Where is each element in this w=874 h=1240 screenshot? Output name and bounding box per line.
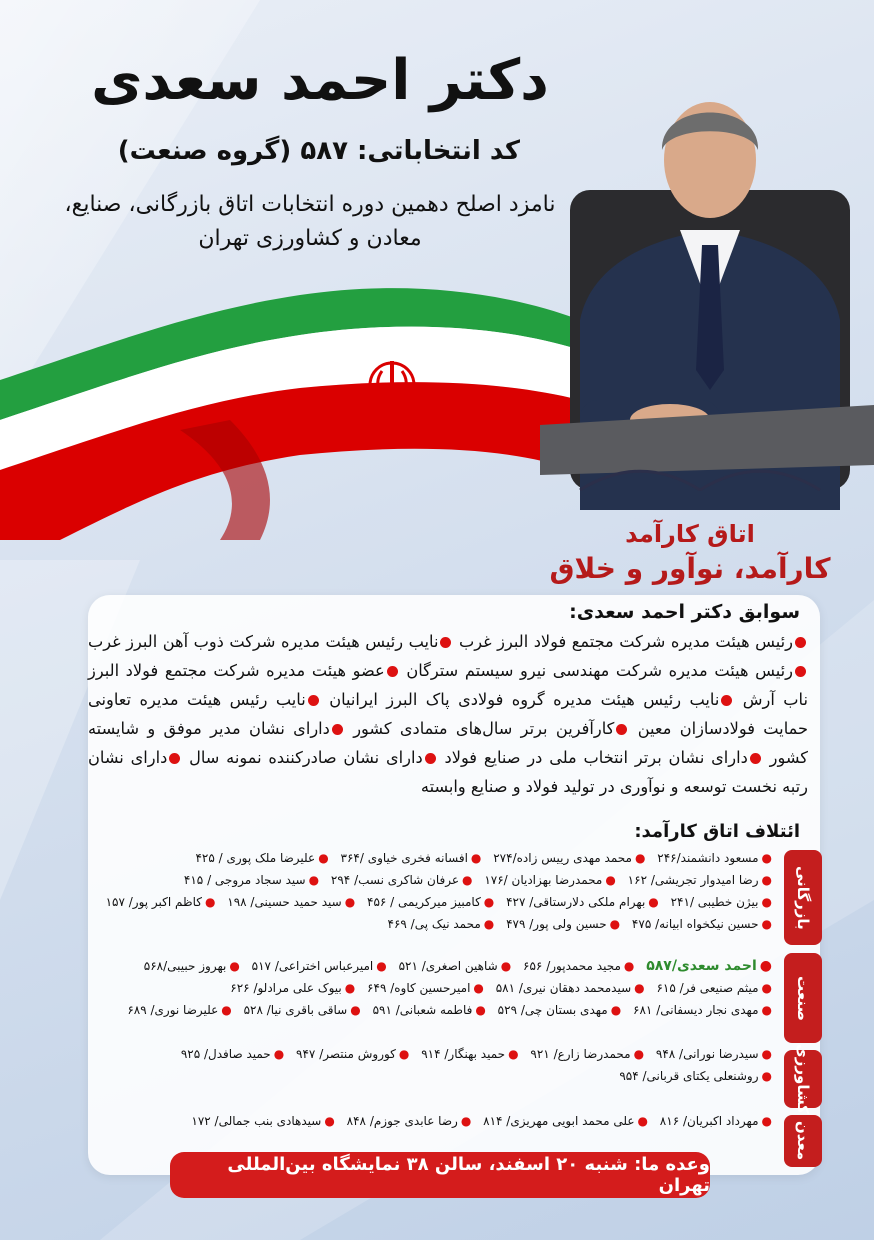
bullet-icon <box>332 724 343 735</box>
list-item: ●بهروز حبیبی/۵۶۸ <box>143 959 240 973</box>
group-commerce-members <box>92 847 772 935</box>
list-item: ●سیدمحمد دهقان نیری/ ۵۸۱ <box>495 981 645 995</box>
group-agriculture-members <box>92 1043 772 1087</box>
list-item: ●محمدرضا بهزادیان /۱۷۶ <box>484 873 616 887</box>
group-mining-members <box>92 1110 772 1132</box>
records-list <box>88 627 808 801</box>
group-tab-industry <box>784 953 822 1043</box>
list-item: ●حمید بهنگار/ ۹۱۴ <box>421 1047 519 1061</box>
list-item: ●مهدی بستان چی/ ۵۲۹ <box>497 1003 622 1017</box>
list-item: ●مهدی نجار دیسفانی/ ۶۸۱ <box>633 1003 772 1017</box>
bullet-icon <box>616 724 627 735</box>
group-tab-agriculture <box>784 1044 822 1114</box>
list-item: ●علیرضا نوری/ ۶۸۹ <box>127 1003 232 1017</box>
list-item: ●عرفان شاکری نسب/ ۲۹۴ <box>330 873 473 887</box>
group-tab-mining <box>784 1115 822 1167</box>
list-item: ●مهرداد اکبریان/ ۸۱۶ <box>659 1114 772 1128</box>
group-label: معدن <box>794 1121 812 1161</box>
list-item: ●محمد نیک پی/ ۴۶۹ <box>387 917 495 931</box>
list-item: ●سیدهادی بنب جمالی/ ۱۷۲ <box>191 1114 335 1128</box>
bullet-icon <box>440 637 451 648</box>
coalition-title: ائتلاف اتاق کارآمد: <box>634 821 800 842</box>
group-tab-commerce <box>784 850 822 945</box>
list-item: ●سیدرضا نورانی/ ۹۴۸ <box>655 1047 772 1061</box>
list-item: ●میثم صنیعی فر/ ۶۱۵ <box>656 981 772 995</box>
group-label: کشاورزی <box>794 1044 812 1114</box>
election-code: کد انتخاباتی: ۵۸۷ (گروه صنعت) <box>117 136 520 166</box>
candidacy-statement: نامزد اصلح دهمین دوره انتخابات اتاق بازرگانی، صنایع، معادن و کشاورزی تهران <box>64 192 556 251</box>
info-card <box>88 595 820 1175</box>
bullet-icon <box>750 753 761 764</box>
list-item: ●فاطمه شعبانی/ ۵۹۱ <box>372 1003 486 1017</box>
list-item: کارآفرین برتر سال‌های متمادی کشور <box>353 719 615 738</box>
list-item-highlighted: ●احمد سعدی/۵۸۷ <box>646 958 772 974</box>
list-item: ●کامبیز میرکریمی / ۴۵۶ <box>367 895 495 909</box>
emblem-icon <box>370 361 414 407</box>
desk-ornament-icon <box>540 395 874 505</box>
list-item: ●رضا عابدی جوزم/ ۸۴۸ <box>346 1114 472 1128</box>
slogan-line-1: اتاق کارآمد <box>625 520 755 548</box>
list-item: ●شاهین اصغری/ ۵۲۱ <box>398 959 512 973</box>
list-item: ●افسانه فخری خیاوی /۳۶۴ <box>340 851 482 865</box>
list-item: ●علی محمد ابویی مهریزی/ ۸۱۴ <box>483 1114 648 1128</box>
list-item: ●محمدرضا زارع/ ۹۲۱ <box>530 1047 645 1061</box>
group-label: صنعت <box>794 975 812 1021</box>
group-industry-members <box>92 955 772 1021</box>
list-item: ●مسعود دانشمند/۲۴۶ <box>657 851 772 865</box>
list-item: نایب رئیس هیئت مدیره تعاونی حمایت فولادسازان معین <box>88 690 808 738</box>
list-item: رئیس هیئت مدیره شرکت مجتمع فولاد البرز غرب <box>458 632 793 651</box>
event-banner: وعده ما: شنبه ۲۰ اسفند، سالن ۳۸ نمایشگاه بین‌المللی تهران <box>170 1152 710 1198</box>
list-item: ●سید حمید حسینی/ ۱۹۸ <box>227 895 356 909</box>
list-item: ●کوروش منتصر/ ۹۴۷ <box>296 1047 410 1061</box>
list-item: ●مجید محمدپور/ ۶۵۶ <box>523 959 635 973</box>
list-item: ●حسین نیکخواه ابیانه/ ۴۷۵ <box>631 917 772 931</box>
list-item: ●بهرام ملکی دلارستاقی/ ۴۲۷ <box>506 895 659 909</box>
bullet-icon <box>795 637 806 648</box>
list-item: ●ساقی باقری نیا/ ۵۲۸ <box>243 1003 361 1017</box>
list-item: ●بیوک علی مرادلو/ ۶۲۶ <box>230 981 356 995</box>
list-item: ●کاظم اکبر پور/ ۱۵۷ <box>105 895 216 909</box>
list-item: ●حمید صافدل/ ۹۲۵ <box>180 1047 285 1061</box>
bullet-icon <box>425 753 436 764</box>
candidate-name: دکتر احمد سعدی <box>91 48 549 113</box>
list-item: ●علیرضا ملک پوری / ۴۲۵ <box>195 851 329 865</box>
bullet-icon <box>308 695 319 706</box>
list-item: ●محمد مهدی رییس زاده/۲۷۴ <box>493 851 646 865</box>
records-title: سوابق دکتر احمد سعدی: <box>569 601 800 623</box>
list-item: دارای نشان مدیر موفق و شایسته کشور <box>88 719 808 767</box>
list-item: دارای نشان صادرکننده نمونه سال <box>189 748 423 767</box>
group-label: بازرگانی <box>794 865 812 930</box>
list-item: ●رضا امیدوار تجریشی/ ۱۶۲ <box>627 873 772 887</box>
list-item: نایب رئیس هیئت مدیره گروه فولادی پاک البرز ایرانیان <box>329 690 720 709</box>
bullet-icon <box>795 666 806 677</box>
list-item: رئیس هیئت مدیره شرکت مهندسی نیرو سیستم سترگان <box>406 661 793 680</box>
list-item: دارای نشان برتر انتخاب ملی در صنایع فولاد <box>444 748 748 767</box>
list-item: ●حسین ولی پور/ ۴۷۹ <box>506 917 621 931</box>
list-item: دارای نشان رتبه نخست توسعه و نوآوری در تولید فولاد و صنایع وابسته <box>88 748 808 796</box>
bullet-icon <box>169 753 180 764</box>
list-item: ●امیرحسین کاوه/ ۶۴۹ <box>367 981 484 995</box>
list-item: ●روشنعلی یکتای قربانی/ ۹۵۴ <box>619 1069 772 1083</box>
list-item: عضو هیئت مدیره شرکت مجتمع فولاد البرز ناب آرش <box>88 661 808 709</box>
list-item: ●سید سجاد مروجی / ۴۱۵ <box>183 873 320 887</box>
slogan <box>540 520 840 585</box>
bullet-icon <box>721 695 732 706</box>
list-item: ●بیژن خطیبی /۲۴۱ <box>670 895 772 909</box>
iran-flag-illustration <box>0 270 620 540</box>
list-item: ●امیرعباس اختراعی/ ۵۱۷ <box>251 959 387 973</box>
slogan-line-2: کارآمد، نوآور و خلاق <box>549 552 831 585</box>
list-item: نایب رئیس هیئت مدیره شرکت ذوب آهن البرز غرب <box>88 632 439 651</box>
bullet-icon <box>387 666 398 677</box>
